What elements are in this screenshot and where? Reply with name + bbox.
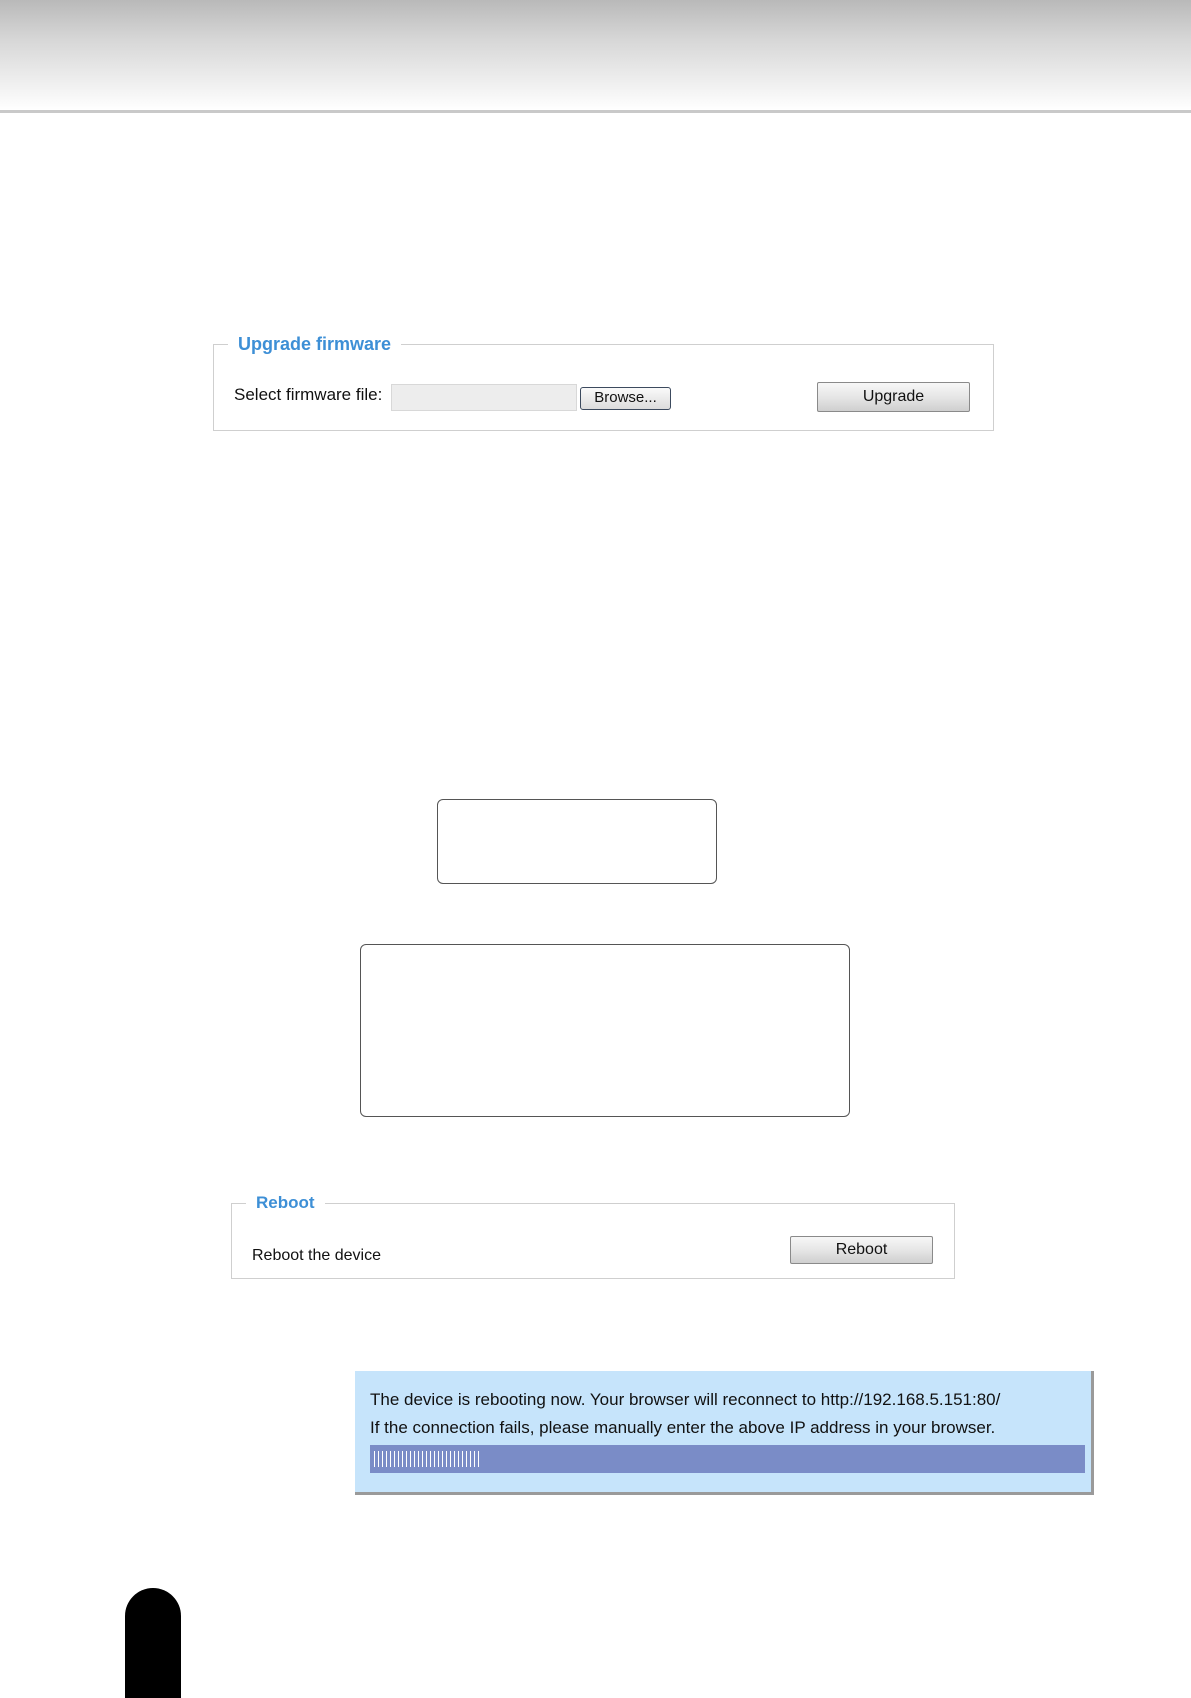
upgrade-firmware-legend: Upgrade firmware xyxy=(238,334,392,354)
header-band xyxy=(0,0,1191,110)
reboot-description: Reboot the device xyxy=(252,1247,381,1264)
upgrade-firmware-panel xyxy=(213,334,994,431)
reboot-button[interactable]: Reboot xyxy=(790,1236,933,1264)
page-edge-tab xyxy=(125,1588,181,1698)
blank-callout-box-small xyxy=(437,799,717,884)
reboot-message-line-2: If the connection fails, please manually enter the above IP address in your browser. xyxy=(370,1418,996,1437)
reboot-progress-bar xyxy=(370,1445,1085,1473)
firmware-file-input[interactable] xyxy=(391,384,577,411)
reboot-legend: Reboot xyxy=(256,1193,315,1212)
header-rule xyxy=(0,110,1191,113)
blank-callout-box-large xyxy=(360,944,850,1117)
browse-button[interactable]: Browse... xyxy=(580,387,671,410)
reboot-progress-fill xyxy=(374,1451,480,1467)
reboot-status-message xyxy=(355,1371,1094,1495)
upgrade-button[interactable]: Upgrade xyxy=(817,382,970,412)
reboot-panel xyxy=(231,1193,955,1279)
select-firmware-label: Select firmware file: xyxy=(234,385,383,404)
reboot-message-line-1: The device is rebooting now. Your browser will reconnect to http://192.168.5.151:80/ xyxy=(370,1390,1001,1409)
